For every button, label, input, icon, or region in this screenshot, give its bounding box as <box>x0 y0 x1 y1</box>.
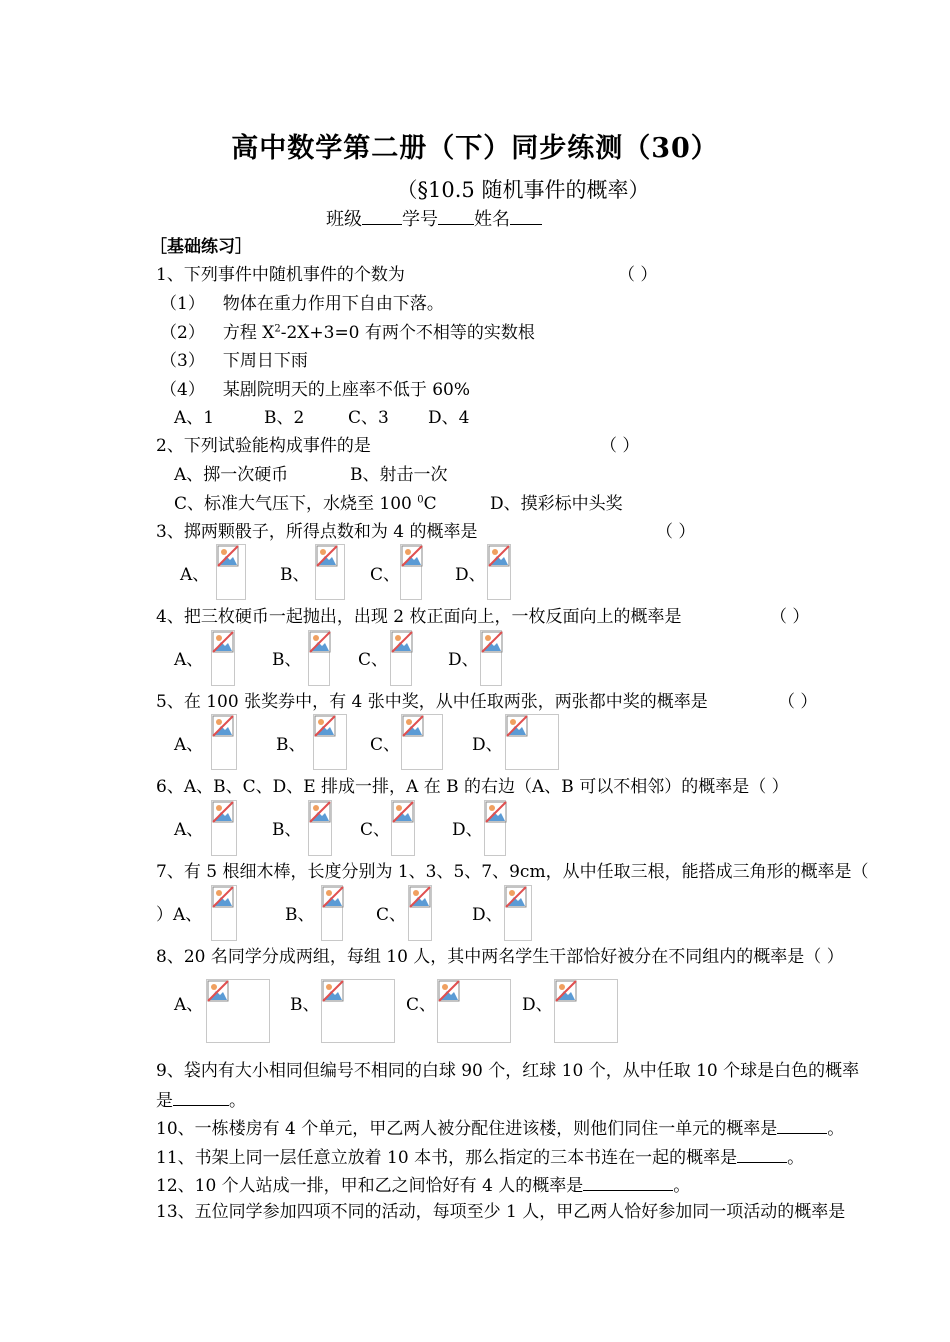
formula-image <box>211 800 237 856</box>
q1-item-1-text: 物体在重力作用下自由下落。 <box>222 294 444 314</box>
q11-text: 11、书架上同一层任意立放着 10 本书，那么指定的三本书连在一起的概率是 <box>156 1148 738 1168</box>
formula-image <box>504 885 532 941</box>
formula-image <box>211 630 235 686</box>
q11-line <box>156 1145 804 1169</box>
q1-item-3 <box>160 350 308 372</box>
q10-line <box>156 1116 844 1140</box>
q5-answer-paren: （ ） <box>778 692 818 712</box>
q1-item-4-text: 某剧院明天的上座率不低于 60% <box>222 380 471 400</box>
q12-answer-blank[interactable] <box>583 1173 673 1191</box>
q3-option-a: A、 <box>180 565 210 585</box>
q1-item-1-num: （1） <box>160 294 205 314</box>
q12-line <box>156 1173 690 1197</box>
q2-answer-paren: （ ） <box>600 436 640 456</box>
q7-option-d: D、 <box>472 905 503 925</box>
q1-option-b: B、2 <box>264 408 305 428</box>
q11-answer-blank[interactable] <box>737 1145 787 1163</box>
q8-option-d: D、 <box>522 995 553 1015</box>
q8-option-a: A、 <box>174 995 204 1015</box>
q1-item-2-text-a: 方程 X <box>222 323 275 343</box>
formula-image <box>400 544 422 600</box>
q3-option-c: C、 <box>370 565 401 585</box>
q13-line: 13、五位同学参加四项不同的活动，每项至少 1 人，甲乙两人恰好参加同一项活动的概率是 <box>156 1202 846 1222</box>
class-label: 班级 <box>326 209 362 230</box>
q2-option-c-sup: 0 <box>417 494 424 506</box>
q6-option-a: A、 <box>174 820 204 840</box>
q4-option-b: B、 <box>272 650 302 670</box>
q4-answer-paren: （ ） <box>770 607 810 627</box>
q8-option-b: B、 <box>290 995 320 1015</box>
q2-stem: 2、下列试验能构成事件的是 <box>156 436 371 456</box>
formula-image <box>308 630 330 686</box>
q7-option-a: ）A、 <box>156 905 203 925</box>
q2-option-c-unit: C <box>423 494 437 514</box>
q6-stem: 6、A、B、C、D、E 排成一排，A 在 B 的右边（A、B 可以不相邻）的概率是（ ） <box>156 777 789 797</box>
formula-image <box>308 800 332 856</box>
q1-option-c: C、3 <box>348 408 389 428</box>
q1-option-d: D、4 <box>428 408 470 428</box>
q3-answer-paren: （ ） <box>656 522 696 542</box>
q1-option-a: A、1 <box>174 408 215 428</box>
q9-line2 <box>156 1088 246 1112</box>
name-blank[interactable] <box>510 207 542 225</box>
q6-option-d: D、 <box>452 820 483 840</box>
q10-end: 。 <box>827 1119 845 1139</box>
formula-image <box>391 800 415 856</box>
formula-image <box>408 885 432 941</box>
q2-option-b: B、射击一次 <box>350 465 448 485</box>
section-label: ［基础练习］ <box>150 237 252 257</box>
q1-item-1 <box>160 293 444 315</box>
q10-answer-blank[interactable] <box>777 1116 827 1134</box>
formula-image <box>321 979 395 1043</box>
q6-option-c: C、 <box>360 820 391 840</box>
q1-item-3-num: （3） <box>160 351 205 371</box>
formula-image <box>480 630 502 686</box>
q9-end: 。 <box>229 1091 246 1111</box>
q1-answer-paren: （ ） <box>618 265 658 285</box>
q5-option-c: C、 <box>370 735 401 755</box>
q1-item-3-text: 下周日下雨 <box>222 351 308 371</box>
q7-option-c: C、 <box>376 905 407 925</box>
q5-option-a: A、 <box>174 735 204 755</box>
q4-option-c: C、 <box>358 650 389 670</box>
formula-image <box>554 979 618 1043</box>
q1-item-4-num: （4） <box>160 380 205 400</box>
q1-item-2-num: （2） <box>160 323 205 343</box>
formula-image <box>321 885 343 941</box>
q2-option-c-text: C、标准大气压下，水烧至 100 <box>174 494 418 514</box>
q1-stem: 1、下列事件中随机事件的个数为 <box>156 265 405 285</box>
q3-option-d: D、 <box>455 565 486 585</box>
number-blank[interactable] <box>438 207 474 225</box>
q8-option-c: C、 <box>406 995 437 1015</box>
formula-image <box>484 800 506 856</box>
formula-image <box>437 979 511 1043</box>
q9-prefix: 是 <box>156 1091 173 1111</box>
q3-stem: 3、掷两颗骰子，所得点数和为 4 的概率是 <box>156 522 478 542</box>
q1-item-2 <box>160 322 535 344</box>
formula-image <box>216 544 246 600</box>
number-label: 学号 <box>402 209 438 230</box>
formula-image <box>401 714 443 770</box>
q1-item-4 <box>160 379 470 401</box>
q11-end: 。 <box>787 1148 805 1168</box>
q1-item-2-sup: 2 <box>274 323 281 335</box>
student-info-line <box>326 207 542 231</box>
q2-option-d: D、摸彩标中头奖 <box>490 494 623 514</box>
q9-answer-blank[interactable] <box>173 1088 229 1106</box>
formula-image <box>315 544 345 600</box>
formula-image <box>211 714 237 770</box>
q5-option-d: D、 <box>472 735 503 755</box>
formula-image <box>206 979 270 1043</box>
q2-option-a: A、掷一次硬币 <box>174 465 289 485</box>
q9-line1: 9、袋内有大小相同但编号不相同的白球 90 个，红球 10 个，从中任取 10 个球是白色的概率 <box>156 1061 860 1081</box>
q7-stem: 7、有 5 根细木棒，长度分别为 1、3、5、7、9cm，从中任取三根，能搭成三角形的概率是（ <box>156 862 869 882</box>
q12-text: 12、10 个人站成一排，甲和乙之间恰好有 4 人的概率是 <box>156 1176 584 1196</box>
formula-image <box>487 544 511 600</box>
formula-image <box>390 630 412 686</box>
q1-item-2-text-b: -2X+3=0 有两个不相等的实数根 <box>280 323 535 343</box>
page-title: 高中数学第二册（下）同步练测（30） <box>231 133 719 164</box>
q5-stem: 5、在 100 张奖券中，有 4 张中奖，从中任取两张，两张都中奖的概率是 <box>156 692 708 712</box>
q2-option-c <box>174 493 437 515</box>
q4-stem: 4、把三枚硬币一起抛出，出现 2 枚正面向上，一枚反面向上的概率是 <box>156 607 682 627</box>
q4-option-a: A、 <box>174 650 204 670</box>
formula-image <box>505 714 559 770</box>
formula-image <box>313 714 347 770</box>
q3-option-b: B、 <box>280 565 310 585</box>
page-subtitle: （§10.5 随机事件的概率） <box>396 178 650 202</box>
q8-stem: 8、20 名同学分成两组，每组 10 人，其中两名学生干部恰好被分在不同组内的概率是（ ） <box>156 947 844 967</box>
q10-text: 10、一栋楼房有 4 个单元，甲乙两人被分配住进该楼，则他们同住一单元的概率是 <box>156 1119 778 1139</box>
q7-option-b: B、 <box>285 905 315 925</box>
q5-option-b: B、 <box>276 735 306 755</box>
name-label: 姓名 <box>474 209 510 230</box>
formula-image <box>211 885 237 941</box>
q12-end: 。 <box>673 1176 691 1196</box>
q6-option-b: B、 <box>272 820 302 840</box>
q4-option-d: D、 <box>448 650 479 670</box>
class-blank[interactable] <box>362 207 402 225</box>
